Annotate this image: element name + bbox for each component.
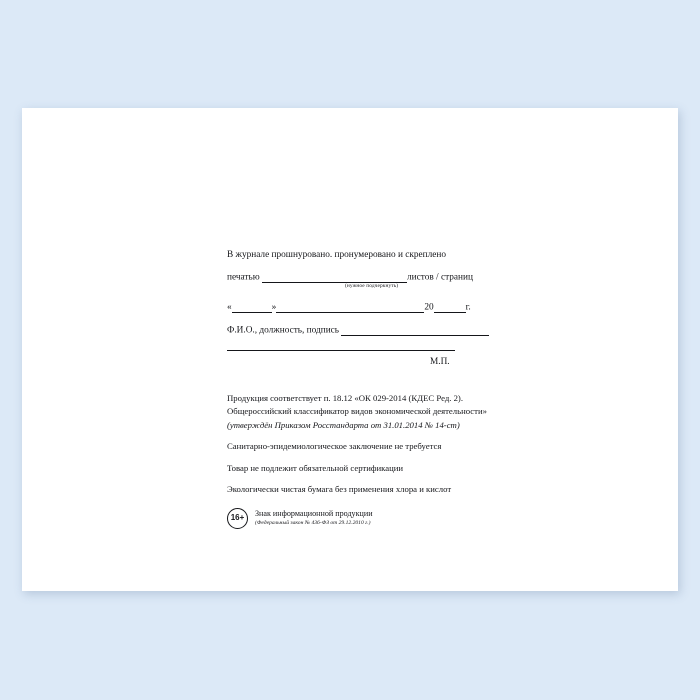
seal-sheets-row (227, 273, 647, 289)
seal-fill-line[interactable] (262, 273, 407, 283)
journal-certification-block (227, 251, 647, 367)
date-day-line[interactable] (232, 303, 272, 313)
signature-label: Ф.И.О., должность, подпись (227, 325, 340, 336)
seal-label: печатью (227, 273, 260, 283)
document-page (22, 108, 678, 591)
sheets-label: листов / страниц (407, 273, 473, 283)
date-quote-close: » (271, 302, 277, 313)
info-sign-law: (Федеральный закон № 436-ФЗ от 29.12.2010 г.) (255, 520, 371, 527)
journal-statement-text: В журнале прошнуровано. пронумеровано и скреплено (227, 250, 447, 260)
year-prefix: 20 (424, 302, 434, 313)
certification-note: Товар не подлежит обязательной сертификации (227, 462, 404, 473)
info-sign-title: Знак информационной продукции (255, 509, 373, 519)
signature-line[interactable] (341, 326, 489, 336)
date-year-line[interactable] (434, 303, 466, 313)
date-row (227, 303, 647, 313)
okved-line-3: (утверждён Приказом Росстандарта от 31.01.2014 № 14-ст) (227, 419, 460, 430)
paper-note: Экологически чистая бумага без применения хлора и кислот (227, 484, 452, 495)
age-rating-icon: 16+ (227, 508, 248, 529)
date-quote-open: « (227, 302, 232, 313)
legal-notes-block (227, 393, 647, 529)
signature-row (227, 326, 647, 336)
okved-line-1: Продукция соответствует п. 18.12 «ОК 029-2014 (КДЕС Ред. 2). (227, 393, 463, 403)
sanitary-note: Санитарно-эпидемиологическое заключение не требуется (227, 441, 442, 452)
info-sign-row (227, 508, 647, 529)
signature-line-second[interactable] (227, 349, 455, 351)
date-month-line[interactable] (276, 303, 424, 313)
year-suffix: г. (465, 302, 471, 313)
info-sign-text (255, 509, 373, 527)
sheets-hint: (нужное подчеркнуть) (345, 283, 399, 290)
document-content (227, 251, 647, 529)
okved-line-2: Общероссийский классификатор видов экономической деятельности» (227, 406, 487, 417)
journal-statement-row (227, 251, 647, 260)
mp-label: М.П. (430, 356, 450, 367)
